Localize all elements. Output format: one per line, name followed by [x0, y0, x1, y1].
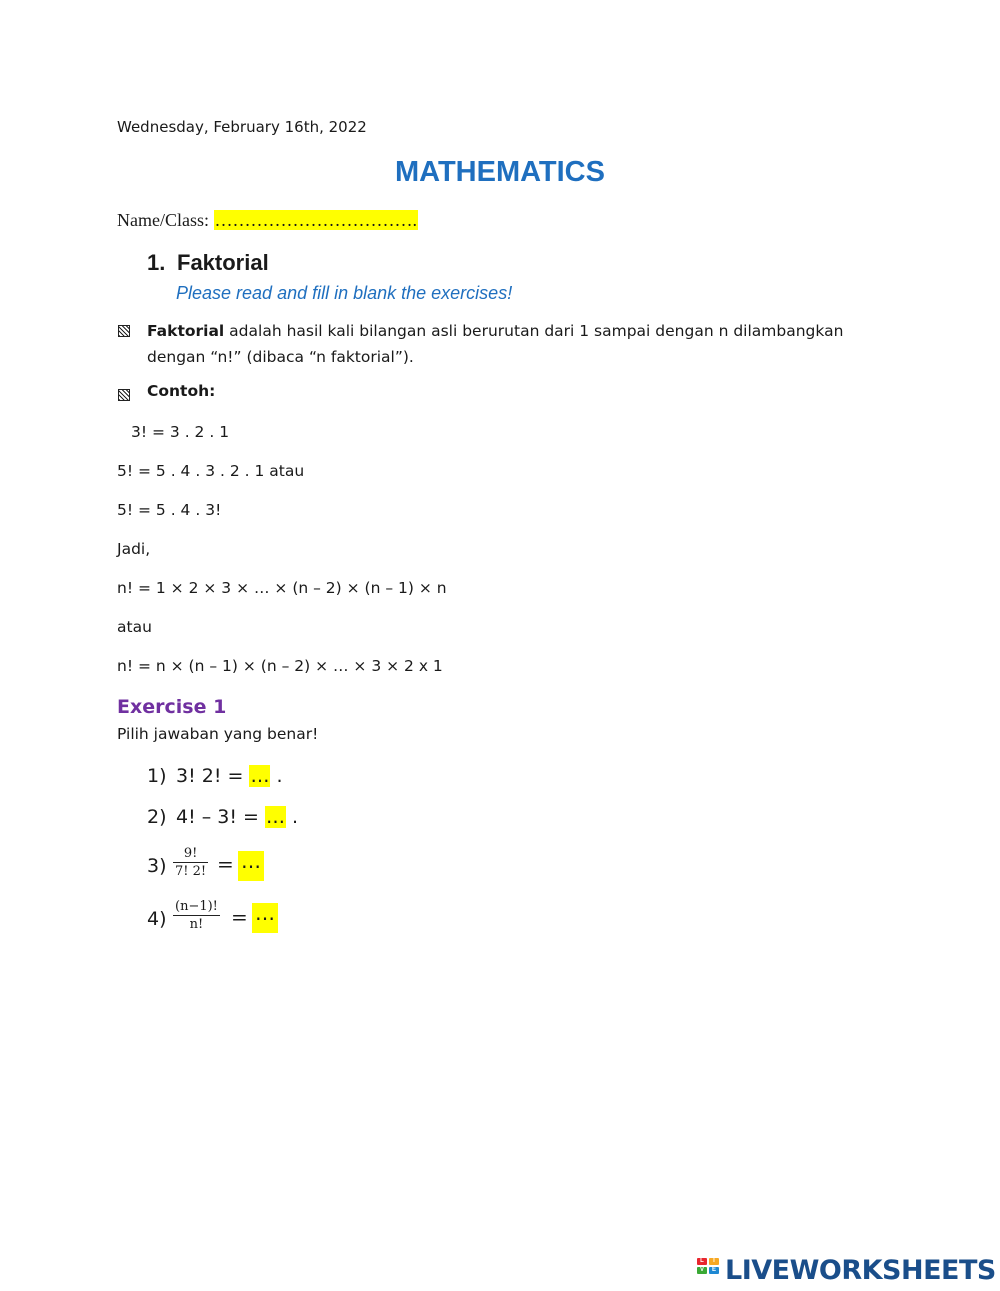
exercise-title: Exercise 1	[117, 696, 227, 718]
question-tail: .	[286, 806, 299, 828]
contoh-label: Contoh:	[147, 382, 216, 400]
fraction-numerator: (n−1)!	[175, 899, 218, 914]
logo-block: V	[697, 1267, 707, 1274]
example-line: Jadi,	[117, 540, 151, 558]
logo-text: LIVEWORKSHEETS	[725, 1255, 996, 1286]
question-1	[147, 765, 283, 787]
example-line: 3! = 3 . 2 . 1	[131, 423, 230, 441]
equals-sign: =	[231, 905, 248, 929]
question-number: 1)	[147, 765, 167, 787]
example-line: n! = 1 × 2 × 3 × … × (n – 2) × (n – 1) × n	[117, 579, 447, 597]
logo-block: L	[697, 1258, 707, 1265]
example-line: n! = n × (n – 1) × (n – 2) × … × 3 × 2 x 1	[117, 657, 443, 675]
name-class-row	[117, 210, 418, 231]
fraction-bar	[173, 915, 220, 916]
fraction	[173, 899, 220, 932]
question-text: 4! – 3! =	[176, 806, 265, 828]
example-line: 5! = 5 . 4 . 3 . 2 . 1 atau	[117, 462, 305, 480]
definition-term: Faktorial	[147, 322, 225, 340]
question-number: 3)	[147, 855, 167, 877]
example-line: 5! = 5 . 4 . 3!	[117, 501, 222, 519]
name-class-label: Name/Class:	[117, 210, 209, 230]
page-title: MATHEMATICS	[395, 156, 605, 188]
question-text: 3! 2! =	[176, 765, 250, 787]
fraction	[173, 846, 208, 879]
date-line: Wednesday, February 16th, 2022	[117, 118, 367, 136]
section-number: 1.	[147, 250, 166, 275]
section-heading	[147, 250, 269, 276]
name-class-blank[interactable]: …………………………….	[214, 210, 417, 230]
hatched-bullet-icon	[118, 389, 130, 401]
hatched-bullet-icon	[118, 325, 130, 337]
exercise-instruction: Pilih jawaban yang benar!	[117, 725, 319, 743]
answer-blank[interactable]: ⋯	[238, 851, 264, 881]
fraction-denominator: n!	[189, 917, 204, 932]
question-number: 4)	[147, 908, 167, 930]
logo-block: I	[709, 1258, 719, 1265]
logo-block: E	[709, 1267, 719, 1274]
example-line: atau	[117, 618, 152, 636]
question-tail: .	[270, 765, 283, 787]
question-number: 2)	[147, 806, 167, 828]
section-title: Faktorial	[177, 250, 269, 275]
answer-blank[interactable]: …	[250, 765, 270, 787]
fraction-bar	[173, 862, 208, 863]
definition-text: adalah hasil kali bilangan asli berurutan dari 1 sampai dengan n dilambangkan dengan “n!” (dibaca “n faktorial”).	[147, 322, 844, 366]
definition-paragraph	[147, 318, 867, 370]
equals-sign: =	[217, 852, 234, 876]
answer-blank[interactable]: ⋯	[252, 903, 278, 933]
logo-blocks-icon	[697, 1258, 721, 1282]
fraction-denominator: 7! 2!	[175, 864, 207, 879]
answer-blank[interactable]: …	[266, 806, 285, 828]
fraction-numerator: 9!	[183, 846, 198, 861]
question-2	[147, 806, 298, 828]
section-subtitle: Please read and fill in blank the exercises!	[176, 283, 513, 303]
